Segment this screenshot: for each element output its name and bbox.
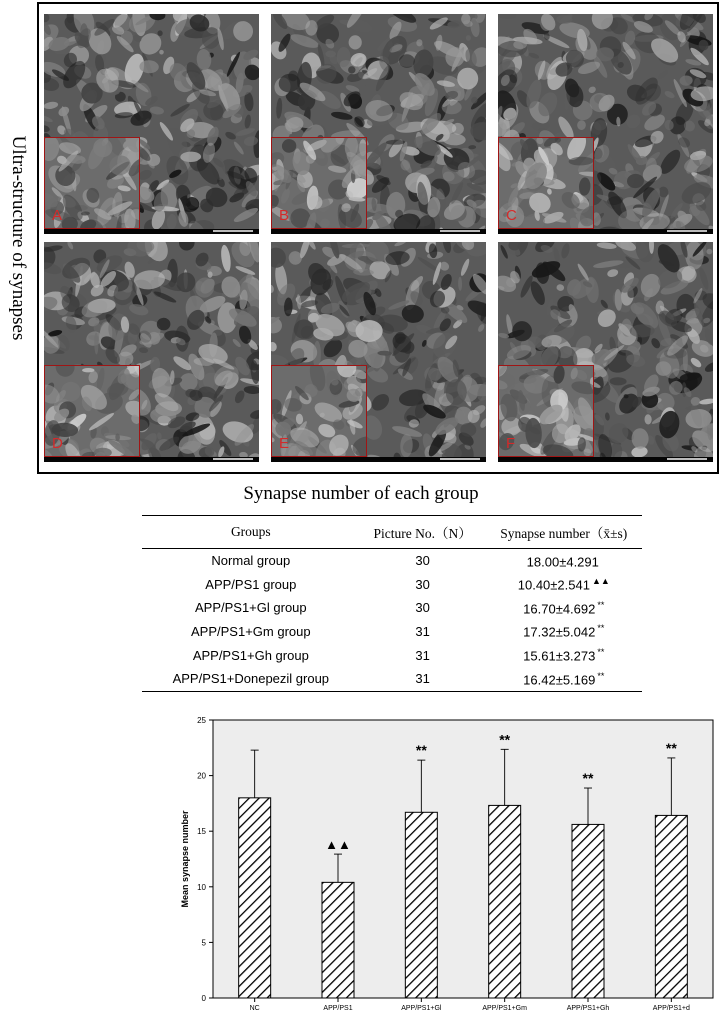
cell-picture-no: 30 (415, 553, 430, 569)
cell-picture-no: 30 (415, 600, 430, 616)
scale-bar (271, 229, 486, 234)
panel-letter: F (506, 435, 516, 452)
significance-mark: ** (597, 623, 605, 634)
panel-letter: C (506, 207, 517, 224)
cell-group: APP/PS1+Gm group (191, 624, 311, 640)
cell-synapse-number (486, 620, 642, 644)
micrograph-d (44, 242, 259, 462)
table-row (142, 549, 642, 573)
cell-group: APP/PS1 group (205, 576, 297, 592)
cell-synapse-number (486, 596, 642, 620)
cell-group: APP/PS1+Gh group (192, 647, 309, 663)
side-label-text: Ultra-structure of synapses (8, 135, 29, 341)
significance-mark: ▲▲ (325, 837, 351, 853)
table-row (142, 596, 642, 620)
cell-picture-no: 31 (415, 624, 430, 640)
y-tick-label: 20 (197, 771, 206, 781)
y-tick-label: 15 (197, 827, 206, 837)
micrograph-b (271, 14, 486, 234)
synapse-value: 18.00±4.291 (526, 553, 599, 569)
bar (572, 824, 604, 998)
significance-mark: ** (597, 647, 605, 657)
micrograph-panel (37, 2, 719, 474)
panel-letter: A (52, 207, 63, 224)
synapse-value: 16.42±5.169 (523, 671, 596, 687)
significance-mark: ** (582, 770, 594, 787)
synapse-value: 17.32±5.042 (523, 624, 596, 640)
cell-synapse-number (486, 573, 642, 597)
synapse-value: 10.40±2.541 (517, 577, 590, 593)
bar-chart (176, 712, 716, 1016)
bar (655, 815, 687, 998)
scale-bar (498, 457, 713, 462)
plot-area (213, 720, 713, 998)
cell-group: APP/PS1+Gl group (194, 600, 307, 616)
y-tick-label: 25 (197, 716, 206, 725)
table-row (142, 573, 642, 597)
scale-bar (44, 457, 259, 462)
cell-synapse-number (486, 549, 642, 573)
cell-synapse-number (486, 643, 642, 667)
table-row (142, 643, 642, 667)
micrograph-f (498, 242, 713, 462)
x-tick-label: APP/PS1+Gl (401, 1005, 442, 1012)
bar (322, 882, 354, 998)
x-tick-label: APP/PS1+Gm (482, 1005, 527, 1012)
cell-group: APP/PS1+Donepezil group (142, 667, 360, 691)
scale-bar (498, 229, 713, 234)
scale-bar (271, 457, 486, 462)
y-axis-label: Mean synapse number (180, 810, 190, 908)
panel-letter: D (52, 435, 63, 452)
cell-synapse-number (486, 667, 642, 691)
cell-group: Normal group (211, 553, 291, 569)
significance-mark: ** (415, 742, 427, 759)
significance-mark: ** (597, 670, 605, 681)
header-synapse-number: Synapse number（x̄±s) (486, 516, 642, 549)
panel-letter: E (279, 435, 290, 452)
y-tick-label: 10 (197, 882, 206, 892)
significance-mark: ** (665, 739, 677, 756)
synapse-value: 16.70±4.692 (523, 601, 596, 617)
bar (239, 798, 271, 998)
cell-picture-no: 31 (415, 647, 430, 663)
x-tick-label: APP/PS1+Gh (566, 1005, 610, 1012)
scale-bar (44, 229, 259, 234)
cell-picture-no: 30 (415, 576, 430, 592)
x-tick-label: NC (249, 1005, 260, 1012)
significance-mark: ** (597, 599, 605, 610)
table-title: Synapse number of each group (243, 483, 479, 504)
header-groups: Groups (142, 516, 360, 549)
significance-mark: ▲▲ (591, 576, 610, 587)
table-row (142, 667, 642, 691)
synapse-table (142, 515, 642, 692)
bar (489, 805, 521, 998)
x-tick-label: APP/PS1 (323, 1005, 353, 1012)
micrograph-c (498, 14, 713, 234)
synapse-value: 15.61±3.273 (523, 648, 596, 664)
header-picture-no: Picture No.（N） (360, 516, 486, 549)
y-tick-label: 5 (201, 938, 206, 948)
y-tick-label: 0 (201, 994, 206, 1003)
x-tick-label: APP/PS1+d (652, 1005, 690, 1012)
cell-picture-no: 31 (360, 667, 486, 691)
significance-mark: ** (499, 731, 511, 748)
table-header-row (142, 516, 642, 549)
micrograph-a (44, 14, 259, 234)
table-row (142, 620, 642, 644)
micrograph-e (271, 242, 486, 462)
panel-letter: B (279, 207, 290, 224)
side-label (0, 0, 37, 476)
bar (405, 812, 437, 998)
